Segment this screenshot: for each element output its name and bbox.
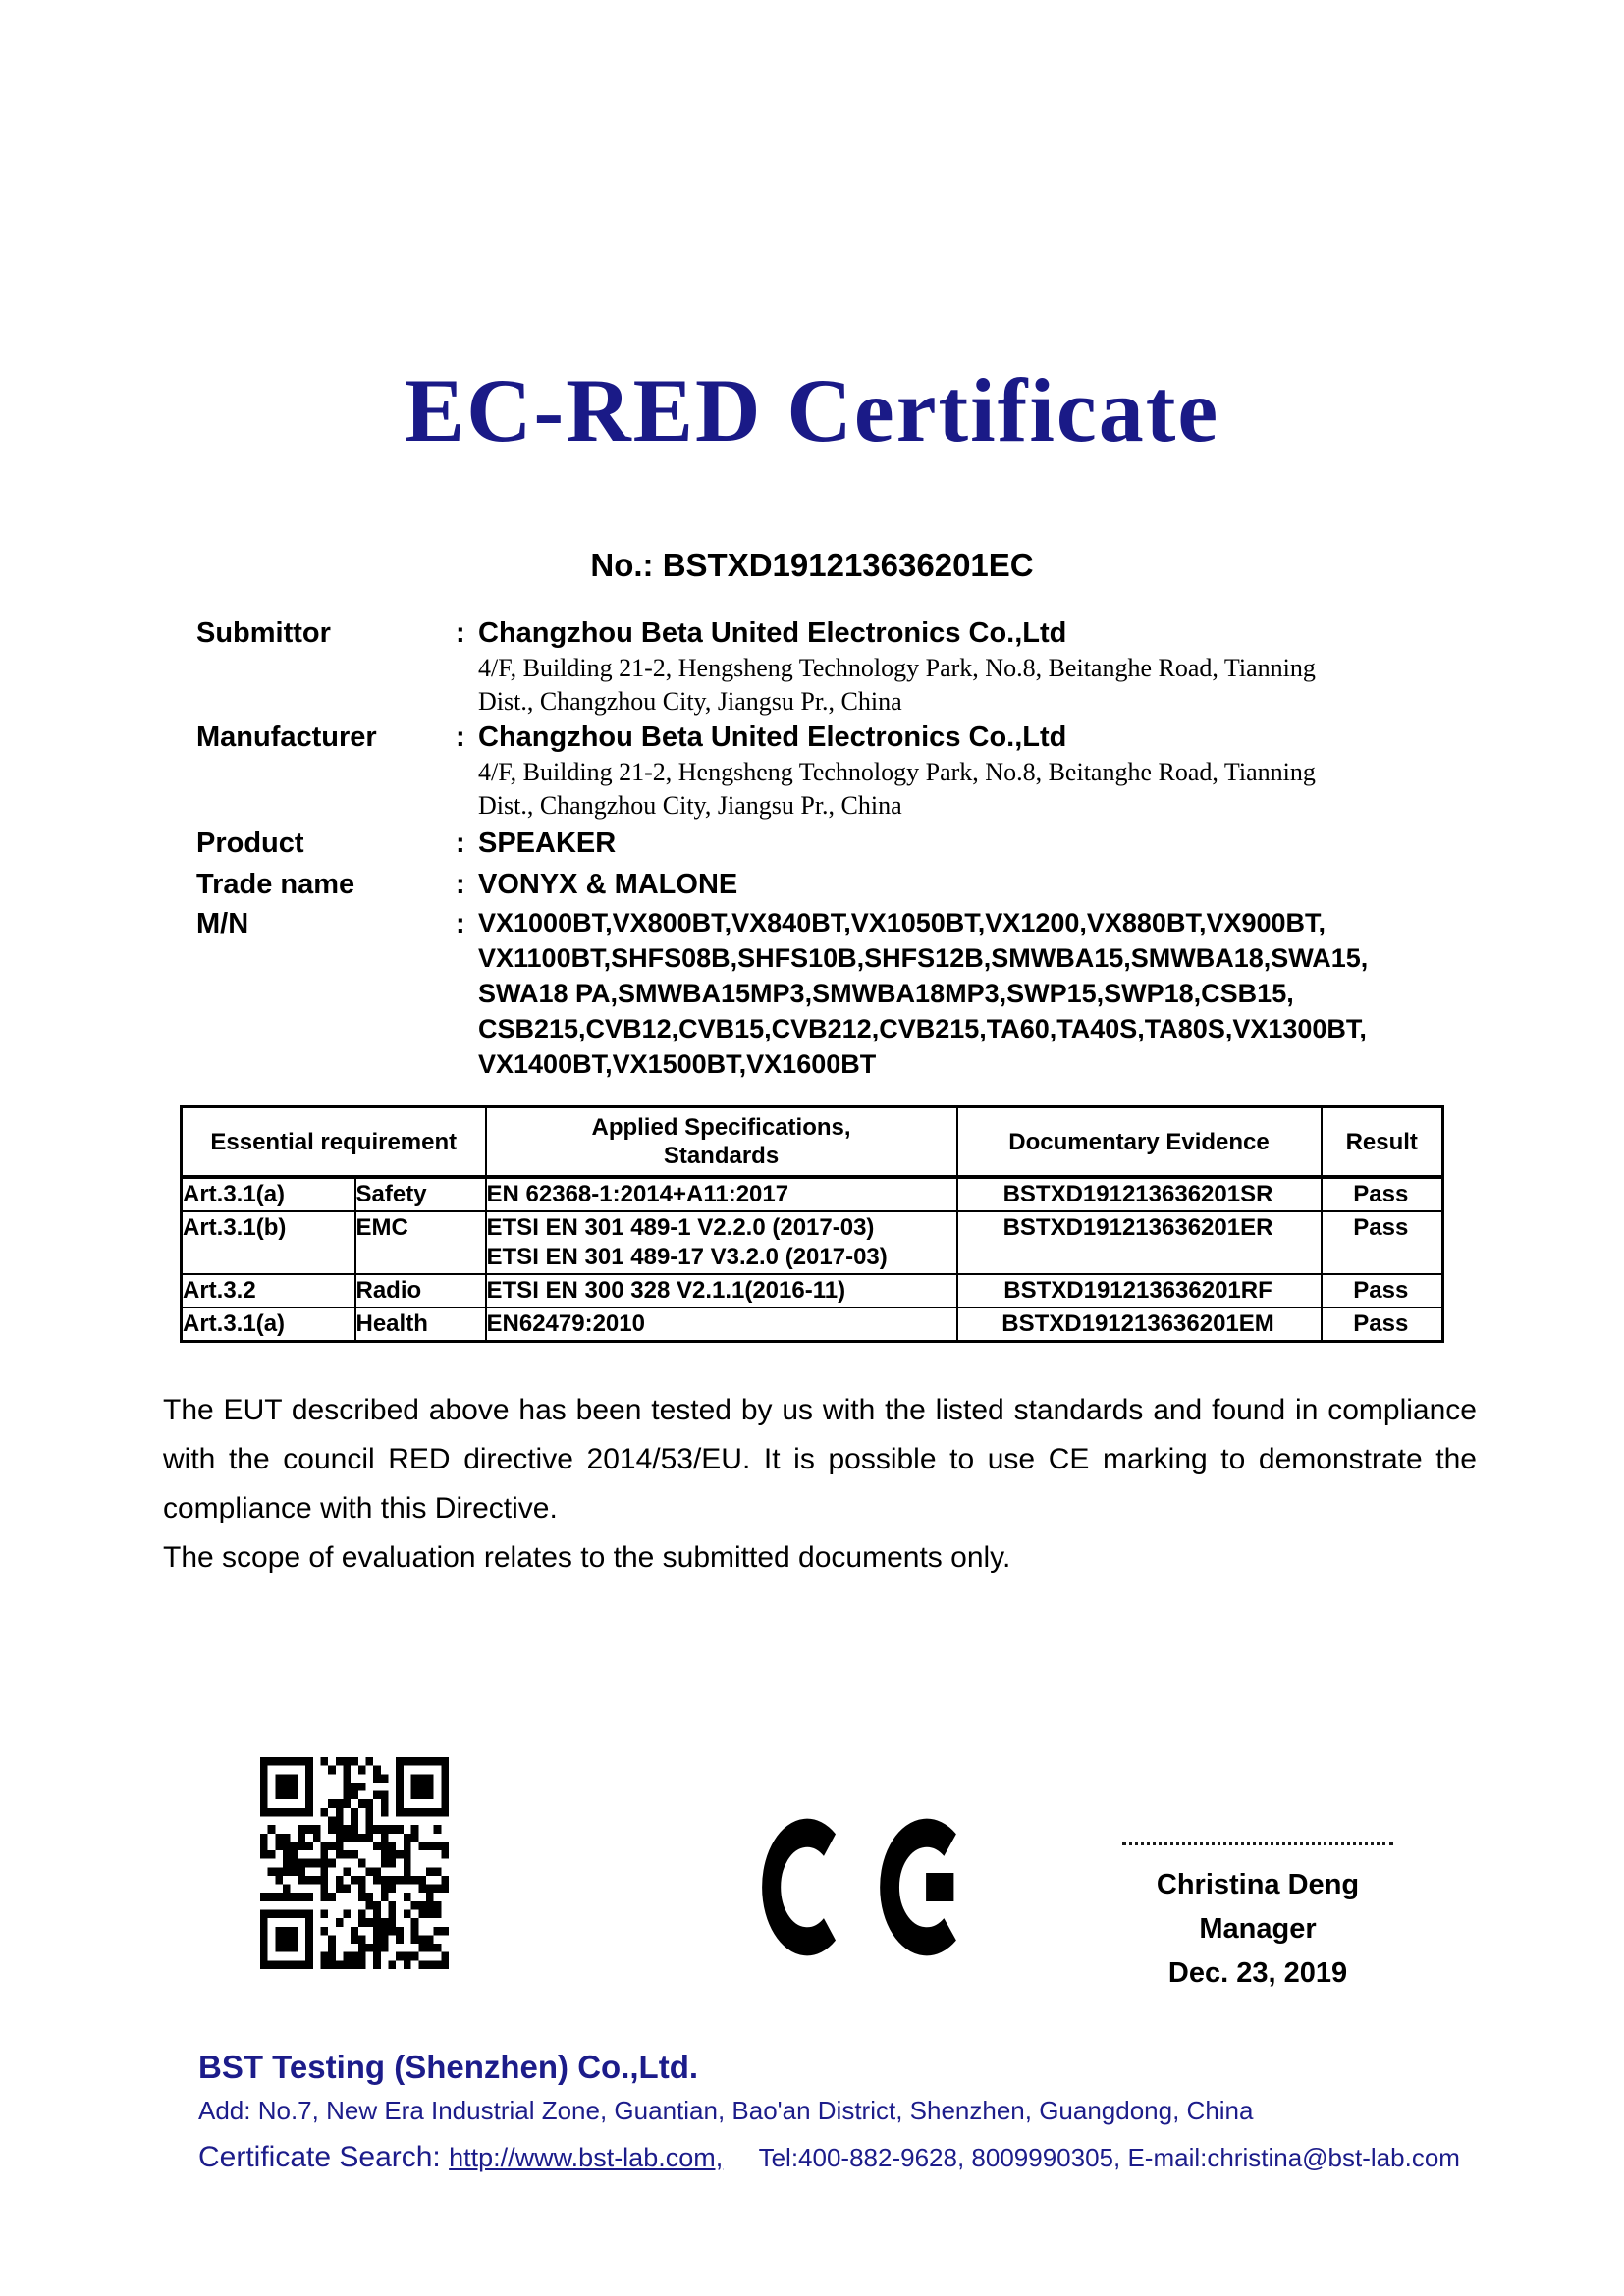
table-row xyxy=(182,1308,1443,1342)
signature-date: Dec. 23, 2019 xyxy=(1167,1957,1348,1989)
cell-result-text: Pass xyxy=(1353,1181,1409,1207)
cell-category xyxy=(355,1274,486,1308)
cell-result-text: Pass xyxy=(1353,1277,1409,1304)
colon-separator: : xyxy=(456,617,465,649)
field-label-product: Product xyxy=(196,828,304,859)
statement-paragraph-1: The EUT described above has been tested by us with the listed standards and found in compliance with the council RED directive 2014/53/EU. It is possible to use CE marking to demonstrate the compliance with this Directive. xyxy=(163,1394,1477,1524)
qr-code-icon xyxy=(260,1757,449,1969)
cell-specs xyxy=(486,1308,957,1342)
field-value-model-numbers xyxy=(478,905,1435,1082)
address-line: Dist., Changzhou City, Jiangsu Pr., China xyxy=(478,791,902,820)
colon-separator: : xyxy=(456,828,465,859)
cell-evidence-text: BSTXD191213636201RF xyxy=(1003,1277,1272,1304)
cell-evidence xyxy=(957,1177,1322,1211)
cell-evidence xyxy=(957,1211,1322,1274)
field-label-submittor: Submittor xyxy=(196,617,331,649)
cell-specs-text: ETSI EN 300 328 V2.1.1(2016-11) xyxy=(486,1277,846,1304)
cell-evidence xyxy=(957,1274,1322,1308)
cell-evidence-text: BSTXD191213636201ER xyxy=(1002,1214,1273,1241)
cell-result xyxy=(1322,1308,1443,1342)
cell-article xyxy=(182,1274,355,1308)
cell-article-text: Art.3.1(a) xyxy=(183,1310,286,1337)
ce-letter-c-icon xyxy=(761,1818,839,1956)
cell-article xyxy=(182,1211,355,1274)
lab-footer xyxy=(198,2048,1504,2175)
cell-article xyxy=(182,1177,355,1211)
cell-category xyxy=(355,1177,486,1211)
colon-separator: : xyxy=(456,908,465,939)
field-label-manufacturer: Manufacturer xyxy=(196,721,377,753)
model-number-line: SWA18 PA,SMWBA15MP3,SMWBA18MP3,SWP15,SWP18,CSB15, xyxy=(478,979,1294,1008)
table-row xyxy=(182,1211,1443,1274)
colon-separator: : xyxy=(456,869,465,900)
cell-result-text: Pass xyxy=(1353,1310,1409,1337)
certificate-search-line xyxy=(198,2140,1504,2175)
certificate-number: No.: BSTXD191213636201EC xyxy=(590,547,1034,583)
lab-contact-info: Tel:400-882-9628, 8009990305, E-mail:christina@bst-lab.com xyxy=(758,2143,1460,2172)
certificate-search-link[interactable]: http://www.bst-lab.com, xyxy=(449,2143,724,2172)
col-header-applied-specifications-line2: Standards xyxy=(663,1143,780,1169)
lab-address: Add: No.7, New Era Industrial Zone, Guantian, Bao'an District, Shenzhen, Guangdong, China xyxy=(198,2096,1254,2125)
requirements-table-body xyxy=(182,1177,1443,1342)
model-number-line: VX1000BT,VX800BT,VX840BT,VX1050BT,VX1200,VX880BT,VX900BT, xyxy=(478,908,1326,937)
field-row-submittor xyxy=(196,614,1435,719)
col-header-documentary-evidence: Documentary Evidence xyxy=(957,1107,1322,1178)
ce-mark-icon xyxy=(761,1818,962,1956)
cell-category-text: Radio xyxy=(355,1277,422,1304)
cell-article xyxy=(182,1308,355,1342)
cell-category-text: Health xyxy=(355,1310,428,1337)
cell-result xyxy=(1322,1211,1443,1274)
qr-code-pattern xyxy=(260,1757,449,1969)
field-value-trade-name: VONYX & MALONE xyxy=(478,869,738,900)
field-row-product xyxy=(196,823,1435,864)
cell-specs-text: ETSI EN 301 489-1 V2.2.0 (2017-03) xyxy=(486,1214,875,1241)
model-number-line: CSB215,CVB12,CVB15,CVB212,CVB215,TA60,TA40S,TA80S,VX1300BT, xyxy=(478,1014,1367,1043)
cell-result-text: Pass xyxy=(1353,1214,1409,1241)
col-header-essential-requirement: Essential requirement xyxy=(182,1107,486,1178)
compliance-statement xyxy=(163,1386,1477,1582)
col-header-applied-specifications-line1: Applied Specifications, xyxy=(591,1114,851,1141)
field-value-submittor: Changzhou Beta United Electronics Co.,Ltd xyxy=(478,617,1067,649)
field-label-model-numbers: M/N xyxy=(196,908,249,939)
cell-category-text: Safety xyxy=(355,1181,427,1207)
address-line: Dist., Changzhou City, Jiangsu Pr., China xyxy=(478,687,902,716)
manufacturer-address xyxy=(478,756,1435,823)
signature-dotted-line xyxy=(1122,1842,1393,1845)
page-title: EC-RED Certificate xyxy=(404,360,1220,460)
cell-article-text: Art.3.1(b) xyxy=(183,1214,287,1241)
lab-name: BST Testing (Shenzhen) Co.,Ltd. xyxy=(198,2049,699,2085)
cell-evidence-text: BSTXD191213636201SR xyxy=(1002,1181,1273,1207)
table-row xyxy=(182,1274,1443,1308)
col-header-result: Result xyxy=(1322,1107,1443,1178)
cell-category-text: EMC xyxy=(355,1214,408,1241)
cell-evidence xyxy=(957,1308,1322,1342)
signature-area xyxy=(1122,1842,1393,1996)
cell-article-text: Art.3.2 xyxy=(183,1277,256,1304)
cell-specs-text: EN62479:2010 xyxy=(486,1310,645,1337)
cell-category xyxy=(355,1308,486,1342)
requirements-table xyxy=(180,1105,1444,1343)
cell-result xyxy=(1322,1177,1443,1211)
address-line: 4/F, Building 21-2, Hengsheng Technology Park, No.8, Beitanghe Road, Tianning xyxy=(478,758,1316,786)
address-line: 4/F, Building 21-2, Hengsheng Technology Park, No.8, Beitanghe Road, Tianning xyxy=(478,654,1316,682)
cell-specs-text: EN 62368-1:2014+A11:2017 xyxy=(486,1181,789,1207)
ce-letter-e-icon xyxy=(879,1818,960,1956)
statement-paragraph-2: The scope of evaluation relates to the submitted documents only. xyxy=(163,1541,1011,1574)
colon-separator: : xyxy=(456,721,465,753)
cell-specs xyxy=(486,1177,957,1211)
certificate-search-label: Certificate Search: xyxy=(198,2141,441,2173)
field-row-trade-name xyxy=(196,864,1435,905)
field-value-product: SPEAKER xyxy=(478,828,617,859)
model-number-line: VX1400BT,VX1500BT,VX1600BT xyxy=(478,1049,877,1079)
field-row-manufacturer xyxy=(196,719,1435,823)
cell-specs xyxy=(486,1274,957,1308)
table-header-row xyxy=(182,1107,1443,1178)
cell-article-text: Art.3.1(a) xyxy=(183,1181,286,1207)
signatory-title: Manager xyxy=(1199,1913,1317,1945)
table-row xyxy=(182,1177,1443,1211)
cell-result xyxy=(1322,1274,1443,1308)
signatory-name: Christina Deng xyxy=(1156,1869,1360,1900)
fields-block xyxy=(196,614,1435,1082)
cell-evidence-text: BSTXD191213636201EM xyxy=(1001,1310,1274,1337)
submittor-address xyxy=(478,652,1435,719)
field-label-trade-name: Trade name xyxy=(196,869,355,900)
col-header-applied-specifications xyxy=(486,1107,957,1178)
cell-specs xyxy=(486,1211,957,1274)
field-row-model-numbers xyxy=(196,905,1435,1082)
field-value-manufacturer: Changzhou Beta United Electronics Co.,Ltd xyxy=(478,721,1067,753)
model-number-line: VX1100BT,SHFS08B,SHFS10B,SHFS12B,SMWBA15,SMWBA18,SWA15, xyxy=(478,943,1369,973)
cell-category xyxy=(355,1211,486,1274)
cell-specs-text: ETSI EN 301 489-17 V3.2.0 (2017-03) xyxy=(486,1244,888,1270)
